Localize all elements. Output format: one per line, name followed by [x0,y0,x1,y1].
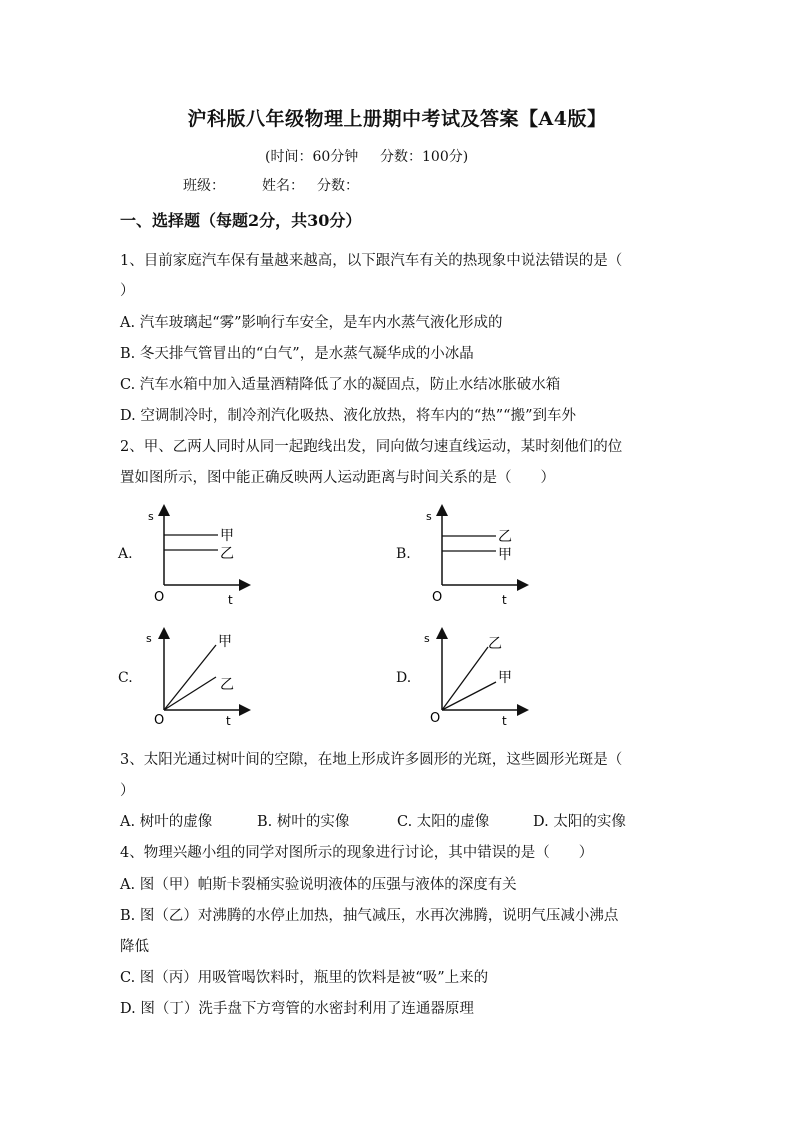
line-lower [164,677,216,710]
q4-option-a: A. 图（甲）帕斯卡裂桶实验说明液体的压强与液体的深度有关 [120,877,517,893]
q1-option-a: A. 汽车玻璃起“雾”影响行车安全，是车内水蒸气液化形成的 [120,315,503,331]
q1-option-d: D. 空调制冷时，制冷剂汽化吸热、液化放热，将车内的“热”“搬”到车外 [120,408,576,424]
graph-a [140,505,260,610]
axis-label-t: t [226,714,231,728]
q1-option-b: B. 冬天排气管冒出的“白气”，是水蒸气凝华成的小冰晶 [120,346,474,362]
lower-line-label: 乙 [220,677,234,693]
q3-option-a: A. 树叶的虚像 [120,814,213,830]
q1-option-c: C. 汽车水箱中加入适量酒精降低了水的凝固点，防止水结冰胀破水箱 [120,377,561,393]
line-upper [164,645,216,710]
lower-line-label: 甲 [498,547,512,563]
upper-line-label: 甲 [220,528,234,544]
graph-d [418,625,538,730]
graph-b [418,505,538,610]
axis-label-s: s [146,632,152,645]
q3-stem-cont: ） [120,783,135,799]
q3-option-b: B. 树叶的实像 [257,814,350,830]
origin-label: O [154,590,165,605]
q1-stem: 1、目前家庭汽车保有量越来越高，以下跟汽车有关的热现象中说法错误的是（ [120,253,623,269]
line-lower [442,682,496,710]
axis-label-t: t [228,593,233,607]
graph-b-label: B. [396,546,411,562]
score-label: 分数： [317,178,359,194]
section-heading: 一、选择题（每题2分，共30分） [120,211,362,230]
origin-label: O [432,590,443,605]
class-label: 班级： [183,178,225,194]
q4-option-c: C. 图（丙）用吸管喝饮料时，瓶里的饮料是被“吸”上来的 [120,970,489,986]
q4-option-b: B. 图（乙）对沸腾的水停止加热，抽气减压，水再次沸腾，说明气压减小沸点 [120,908,619,924]
axis-label-s: s [148,510,154,523]
axis-label-t: t [502,593,507,607]
axis-label-t: t [502,714,507,728]
page-title: 沪科版八年级物理上册期中考试及答案【A4版】 [187,108,607,130]
origin-label: O [430,711,441,726]
upper-line-label: 甲 [218,634,232,650]
graph-d-label: D. [396,670,412,686]
exam-score: 分数：100分) [380,149,469,165]
name-label: 姓名： [262,178,304,194]
q4-stem: 4、物理兴趣小组的同学对图所示的现象进行讨论，其中错误的是（ ） [120,845,594,861]
lower-line-label: 乙 [220,546,234,562]
q3-stem: 3、太阳光通过树叶间的空隙，在地上形成许多圆形的光斑，这些圆形光斑是（ [120,752,623,768]
q4-option-d: D. 图（丁）洗手盘下方弯管的水密封利用了连通器原理 [120,1001,474,1017]
graph-c-label: C. [118,670,133,686]
q3-option-c: C. 太阳的虚像 [397,814,490,830]
q2-stem-cont: 置如图所示，图中能正确反映两人运动距离与时间关系的是（ ） [120,470,555,486]
axis-label-s: s [426,510,432,523]
axis-label-s: s [424,632,430,645]
q4-option-b-cont: 降低 [120,939,149,955]
upper-line-label: 乙 [498,529,512,545]
graph-a-label: A. [118,546,133,562]
exam-time: (时间：60分钟 [265,149,359,165]
q1-stem-cont: ） [120,283,135,299]
origin-label: O [154,713,165,728]
q3-option-d: D. 太阳的实像 [533,814,626,830]
q2-stem: 2、甲、乙两人同时从同一起跑线出发，同向做匀速直线运动，某时刻他们的位 [120,439,623,455]
line-upper [442,647,488,710]
graph-c [140,625,260,730]
lower-line-label: 甲 [498,670,512,686]
upper-line-label: 乙 [488,636,502,652]
